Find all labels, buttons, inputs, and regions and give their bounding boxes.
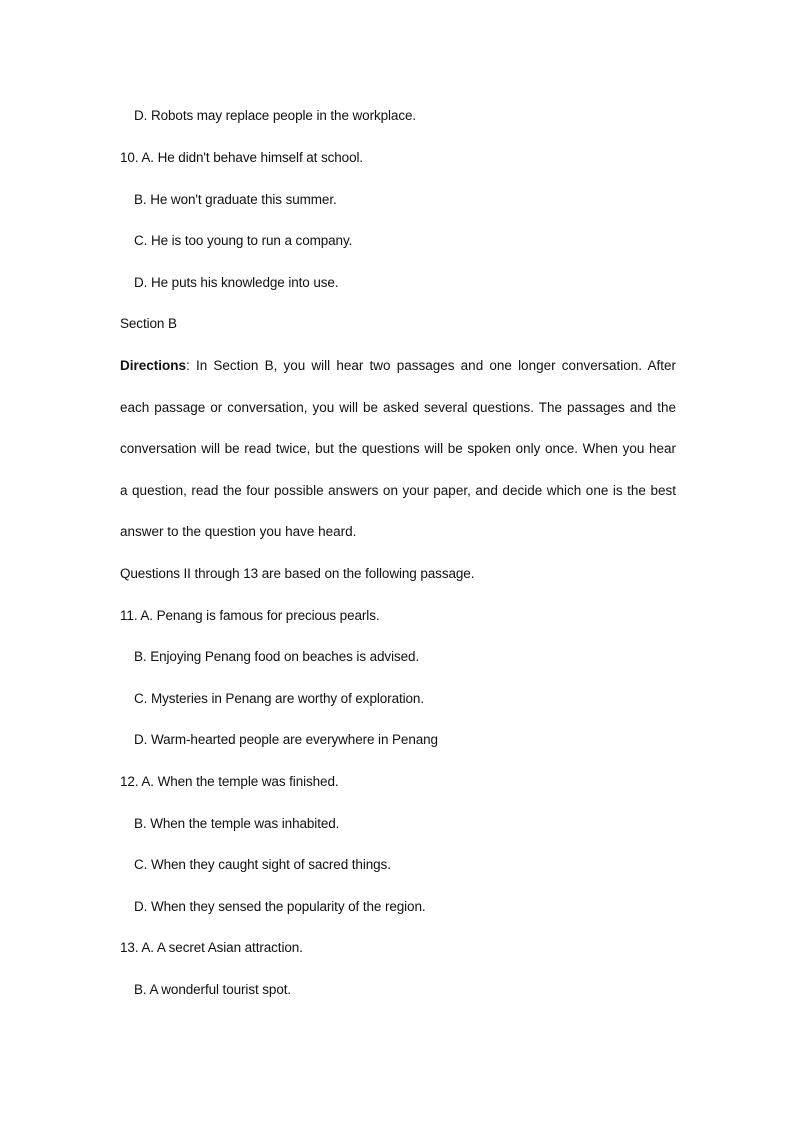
q12-option-b: B. When the temple was inhabited.	[134, 816, 340, 831]
directions-line-2: each passage or conversation, you will be asked several questions. The passages and the	[120, 400, 676, 415]
directions-text-1: : In Section B, you will hear two passages and one longer conversation. After	[186, 358, 676, 373]
q13-option-a: 13. A. A secret Asian attraction.	[120, 940, 303, 955]
q10-option-c: C. He is too young to run a company.	[134, 233, 353, 248]
q12-option-a: 12. A. When the temple was finished.	[120, 774, 339, 789]
directions-label: Directions	[120, 358, 187, 373]
q11-option-a: 11. A. Penang is famous for precious pearls.	[120, 608, 380, 623]
q12-option-d: D. When they sensed the popularity of the region.	[134, 899, 426, 914]
directions-line-5: answer to the question you have heard.	[120, 524, 357, 539]
directions-line-3: conversation will be read twice, but the questions will be spoken only once. When you hear	[120, 441, 676, 456]
q10-option-d: D. He puts his knowledge into use.	[134, 275, 339, 290]
q10-option-b: B. He won't graduate this summer.	[134, 192, 337, 207]
q12-option-c: C. When they caught sight of sacred things.	[134, 857, 391, 872]
directions-line-1	[120, 357, 676, 375]
q11-option-b: B. Enjoying Penang food on beaches is advised.	[134, 649, 420, 664]
q11-option-d: D. Warm-hearted people are everywhere in Penang	[134, 732, 438, 747]
q10-option-a: 10. A. He didn't behave himself at school.	[120, 150, 364, 165]
directions-line-4: a question, read the four possible answers on your paper, and decide which one is the best	[120, 483, 676, 498]
q13-option-b: B. A wonderful tourist spot.	[134, 982, 292, 997]
questions-group-heading: Questions II through 13 are based on the following passage.	[120, 566, 475, 581]
q11-option-c: C. Mysteries in Penang are worthy of exploration.	[134, 691, 424, 706]
section-title: Section B	[120, 316, 177, 331]
q9-option-d: D. Robots may replace people in the workplace.	[134, 108, 417, 123]
